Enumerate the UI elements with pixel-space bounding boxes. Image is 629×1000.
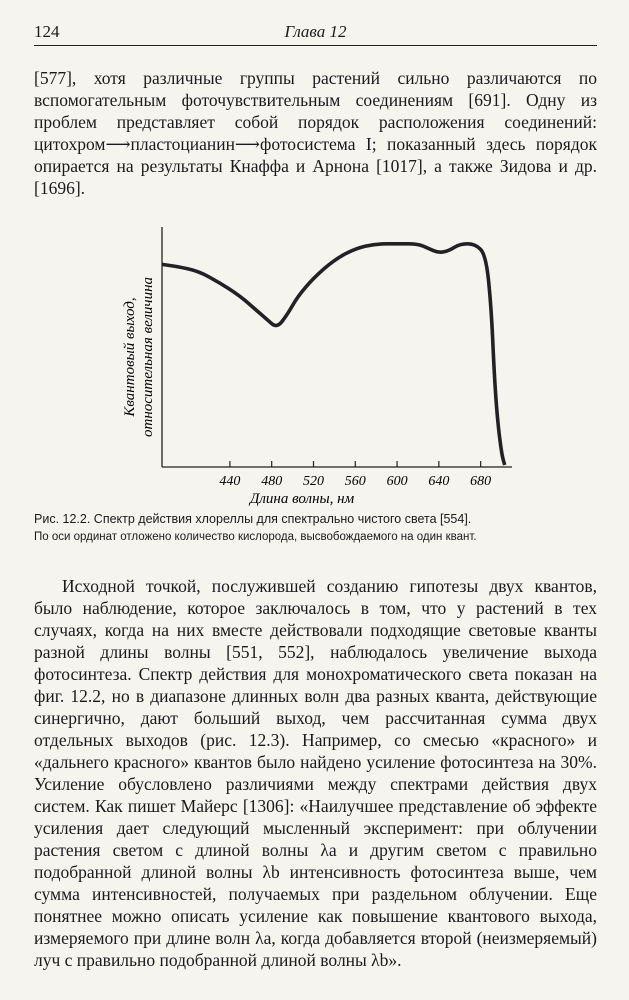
running-head: Глава 12 [284, 22, 347, 41]
caption-line-1: Рис. 12.2. Спектр действия хлореллы для спектрально чистого света [554]. [34, 512, 472, 526]
y-axis-title-line2: относительная величина [140, 276, 156, 438]
x-tick-label: 440 [219, 474, 241, 489]
action-spectrum-curve [162, 244, 505, 465]
caption-line-2: По оси ординат отложено количество кислорода, высвобождаемого на один квант. [34, 531, 477, 543]
header-rule [34, 45, 597, 46]
page-header [34, 22, 597, 52]
x-tick-label: 520 [302, 474, 324, 489]
x-tick-label: 560 [344, 474, 366, 489]
x-axis-title: Длина волны, нм [249, 491, 355, 507]
figure-12-2 [34, 207, 597, 507]
x-tick-label: 680 [470, 474, 492, 489]
x-tick-label: 600 [386, 474, 408, 489]
action-spectrum-chart [34, 207, 597, 507]
y-axis-title-line1: Квантовый выход, [122, 297, 138, 417]
paragraph-1: [577], хотя различные группы растений сильно различаются по вспомогательным фоточувствительным соединениям [691]. Одну из проблем представляет собой порядок расположения соединений: цитохром⟶пластоцианин⟶фотосистема I; показанный здесь порядок опирается на результаты Кнаффа и Арнона [1017], а также Зидова и др. [1696]. [34, 68, 597, 198]
page-number: 124 [34, 22, 60, 41]
paragraph-2: Исходной точкой, послужившей созданию гипотезы двух квантов, было наблюдение, которое заключалось в том, что у растений в тех случаях, когда на них вместе действовали подходящие световые кванты разной длины волны [551, 552], наблюдалось увеличение выхода фотосинтеза. Спектр действия для монохроматического света показан на фиг. 12.2, но в диапазоне длинных волн два разных кванта, действующие синергично, дают больший выход, чем рассчитанная сумма двух отдельных выходов (рис. 12.3). Например, со смесью «красного» и «дальнего красного» квантов было найдено усиление фотосинтеза на 30%. Усиление обусловлено различиями между спектрами действия двух систем. Как пишет Майерс [1306]: «Наилучшее представление об эффекте усиления дает следующий мысленный эксперимент: при облучении растения светом с длиной волны λa и другим светом с правильно подобранной длиной волны λb интенсивность фотосинтеза выше, чем сумма интенсивностей, получаемых при раздельном облучении. Еще понятнее можно описать усиление как повышение квантового выхода, измеряемого при длине волн λa, когда добавляется второй (неизмеряемый) луч с правильно подобранной длиной волны λb». [34, 576, 597, 970]
figure-caption [34, 510, 597, 546]
page [34, 22, 597, 970]
x-tick-label: 480 [261, 474, 283, 489]
x-tick-label: 640 [428, 474, 450, 489]
